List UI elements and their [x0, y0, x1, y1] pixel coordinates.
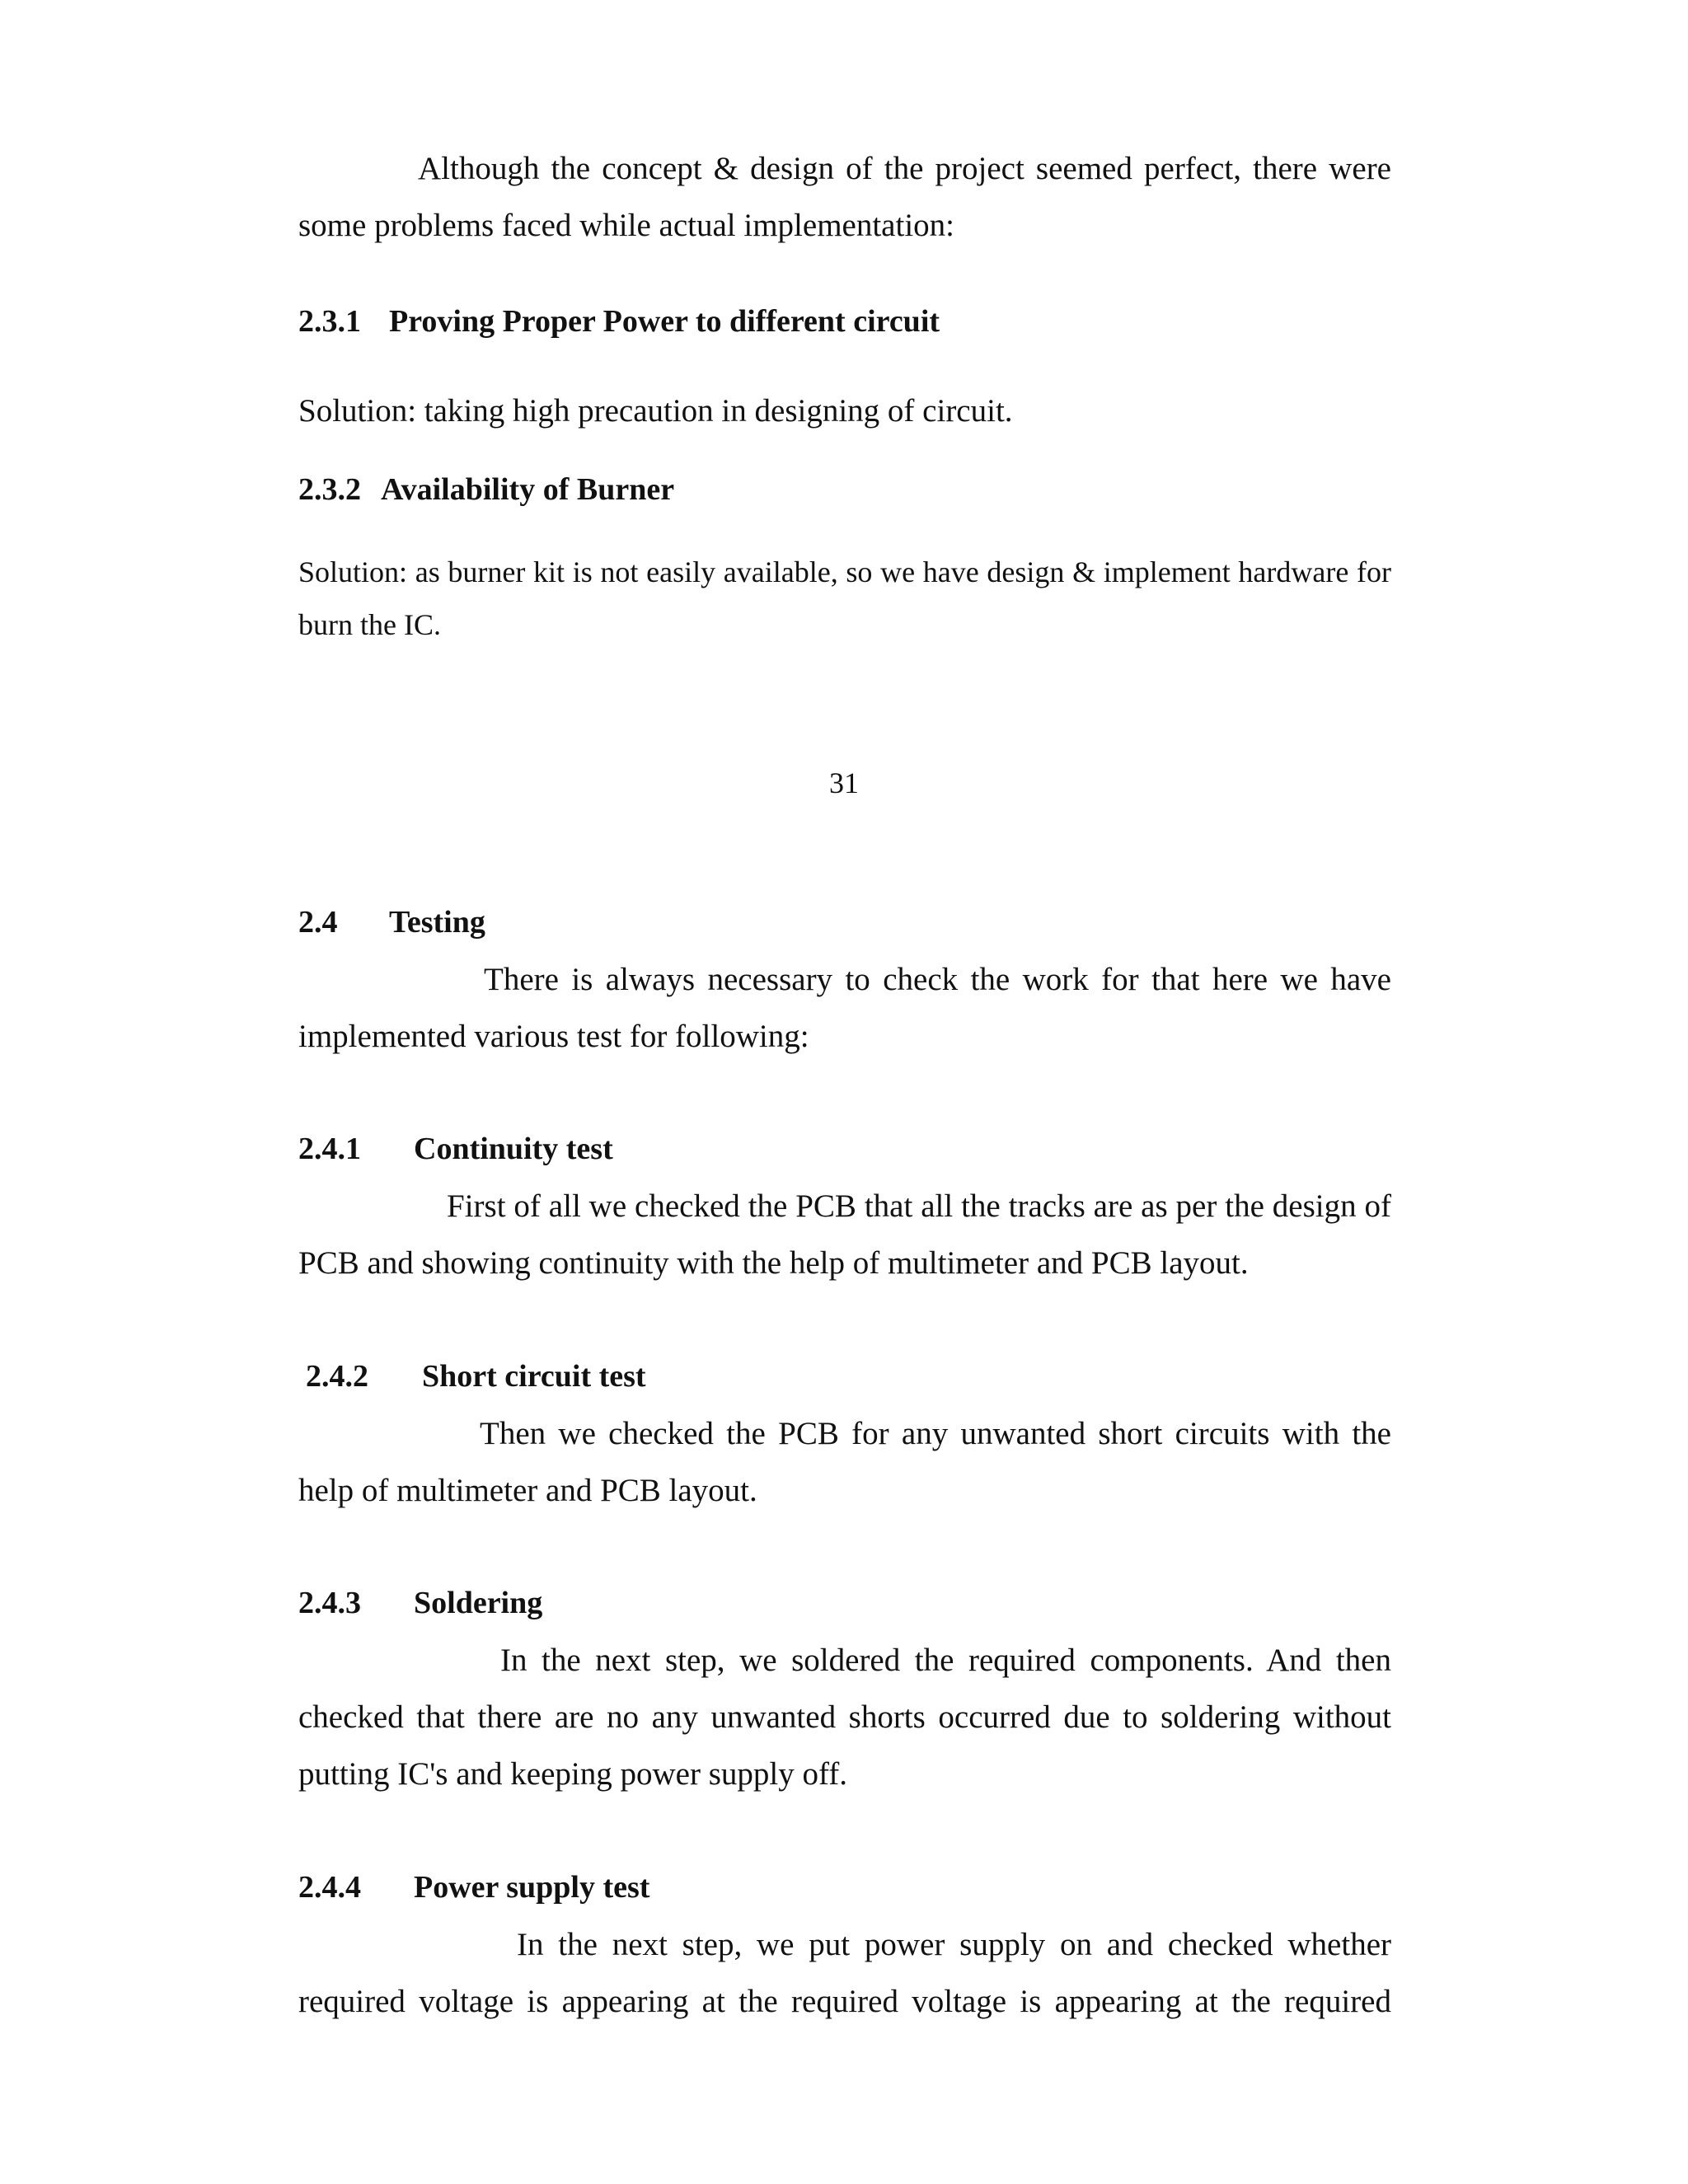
section-2-4-text: There is always necessary to check the work for that here we have implemented various test for following: — [298, 962, 1391, 1054]
section-title: Soldering — [414, 1586, 543, 1620]
section-number: 2.4 — [298, 905, 338, 940]
section-2-3-1-heading — [298, 301, 1391, 342]
section-2-3-2-heading — [298, 469, 1391, 510]
page-number: 31 — [829, 766, 859, 799]
section-number: 2.3.1 — [298, 304, 361, 339]
section-number: 2.3.2 — [298, 472, 361, 507]
section-number: 2.4.2 — [306, 1359, 368, 1394]
section-title: Availability of Burner — [381, 472, 675, 507]
section-2-4-4-text: In the next step, we put power supply on and checked whether required voltage is appearing at the required voltage is appearing at the required — [298, 1927, 1391, 2019]
section-2-4-2-heading — [298, 1356, 1391, 1397]
section-number: 2.4.3 — [298, 1586, 361, 1620]
intro-paragraph-block — [298, 140, 1391, 254]
section-title: Power supply test — [414, 1870, 650, 1905]
section-2-4-4-heading — [298, 1867, 1391, 1908]
section-2-4-3-text: In the next step, we soldered the required components. And then checked that there are no any unwanted shorts occurred due to soldering without putting IC's and keeping power supply off. — [298, 1643, 1391, 1792]
section-title: Testing — [389, 905, 485, 940]
section-2-4-heading — [298, 902, 1391, 943]
intro-paragraph: Although the concept & design of the project seemed perfect, there were some problems faced while actual implementation: — [298, 151, 1391, 243]
section-title: Proving Proper Power to different circuit — [389, 304, 940, 339]
section-2-4-1-heading — [298, 1128, 1391, 1169]
section-number: 2.4.4 — [298, 1870, 361, 1905]
section-2-4-2-text: Then we checked the PCB for any unwanted short circuits with the help of multimeter and PCB layout. — [298, 1416, 1391, 1508]
section-2-3-2-solution: Solution: as burner kit is not easily available, so we have design & implement hardware for burn the IC. — [298, 555, 1391, 641]
section-2-4-1-text: First of all we checked the PCB that all the tracks are as per the design of PCB and showing continuity with the help of multimeter and PCB layout. — [298, 1188, 1391, 1281]
section-title: Continuity test — [414, 1132, 613, 1166]
section-2-3-1-solution: Solution: taking high precaution in designing of circuit. — [298, 393, 1013, 429]
section-title: Short circuit test — [422, 1359, 646, 1394]
section-2-4-3-heading — [298, 1582, 1391, 1624]
section-number: 2.4.1 — [298, 1132, 361, 1166]
